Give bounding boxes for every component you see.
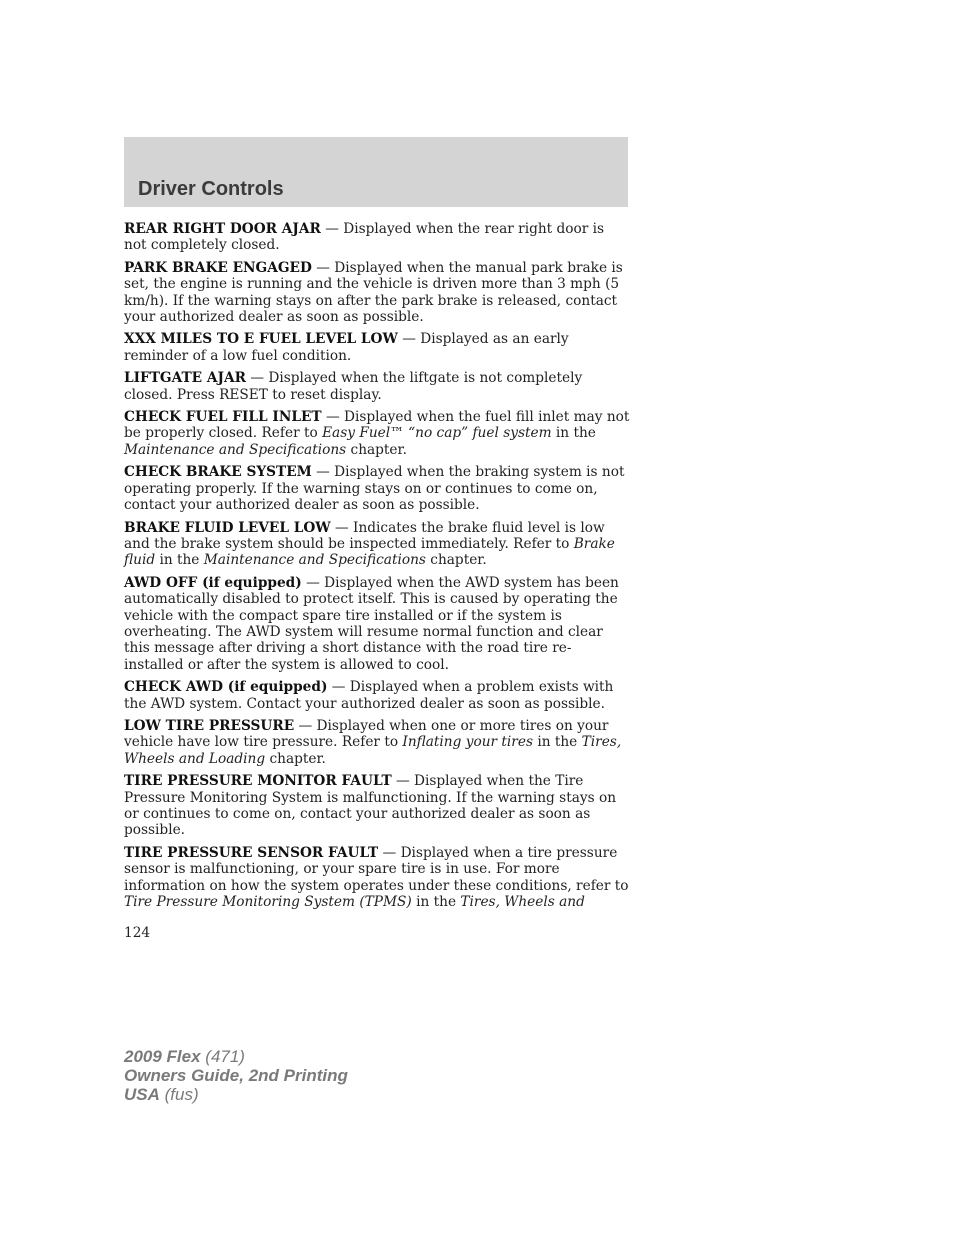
entry-term: LOW TIRE PRESSURE: [124, 717, 295, 734]
footer-market-code: (fus): [159, 1085, 199, 1104]
entry-text: chapter.: [265, 750, 326, 767]
entry-term: XXX MILES TO E FUEL LEVEL LOW: [124, 331, 398, 348]
entry-text: — Displayed when the AWD system has been automatically disabled to protect itself. This is caused by operating the vehicle with the compact spare tire installed or if the system is overheating. The AWD system will resume normal function and clear this message after driving a short distance with the road tire re-installed or after the system is allowed to cool.: [124, 574, 619, 673]
entry-text: — Displayed when a problem exists with the AWD system. Contact your authorized dealer as soon as possible.: [124, 679, 614, 712]
entry-text: — Displayed when a tire pressure sensor is malfunctioning, or your spare tire is in use. For more information on how the system operates under these conditions, refer to: [124, 844, 629, 894]
entry-text: — Displayed when the fuel fill inlet may not be properly closed. Refer to: [124, 409, 630, 442]
entry-term: REAR RIGHT DOOR AJAR: [124, 221, 321, 237]
footer-line-model: [124, 1047, 348, 1066]
entry-text: in the: [551, 425, 596, 442]
entry-text: chapter.: [425, 552, 487, 569]
entry-term: LIFTGATE AJAR: [124, 370, 246, 387]
entry-fuel-level-low: [124, 331, 630, 364]
entry-term: CHECK BRAKE SYSTEM: [124, 464, 312, 481]
entry-text: — Displayed when the braking system is not operating properly. If the warning stays on or continues to come on, contact your authorized dealer as soon as possible.: [124, 464, 625, 514]
entry-term: PARK BRAKE ENGAGED: [124, 259, 312, 276]
footer-line-edition: Owners Guide, 2nd Printing: [124, 1066, 348, 1085]
entry-reference: Tires, Wheels and: [460, 894, 585, 911]
entry-check-awd: [124, 679, 630, 712]
entry-awd-off: [124, 575, 630, 673]
entry-check-brake-system: [124, 464, 630, 513]
entry-reference: Maintenance and Specifications: [203, 552, 426, 569]
entry-term: CHECK AWD (if equipped): [124, 679, 328, 696]
message-list: [124, 221, 630, 916]
entry-reference: Tire Pressure Monitoring System (TPMS): [124, 894, 412, 911]
entry-reference: Tires, Wheels and Loading: [124, 734, 622, 767]
entry-reference: Brake fluid: [124, 535, 615, 569]
entry-liftgate-ajar: [124, 370, 630, 403]
entry-park-brake-engaged: [124, 260, 630, 326]
footer-model: 2009 Flex: [124, 1047, 201, 1066]
entry-rear-right-door-ajar: [124, 221, 630, 254]
entry-brake-fluid-level-low: [124, 520, 630, 569]
entry-text: — Displayed when the manual park brake is set, the engine is running and the vehicle is driven more than 3 mph (5 km/h). If the warning stays on after the park brake is released, contact your authorized dealer as soon as possible.: [124, 259, 623, 326]
entry-check-fuel-fill-inlet: [124, 409, 630, 458]
entry-text: — Displayed when one or more tires on your vehicle have low tire pressure. Refer to: [124, 717, 609, 751]
entry-text: in the: [411, 894, 461, 911]
entry-reference: Easy Fuel™ “no cap” fuel system: [322, 425, 552, 442]
entry-low-tire-pressure: [124, 718, 630, 767]
footer-imprint: [124, 1047, 348, 1104]
footer-market: USA: [124, 1085, 160, 1104]
entry-term: AWD OFF (if equipped): [124, 574, 302, 591]
footer-line-market: [124, 1085, 348, 1104]
entry-term: BRAKE FLUID LEVEL LOW: [124, 519, 331, 536]
entry-term: CHECK FUEL FILL INLET: [124, 409, 322, 426]
entry-text: — Displayed when the liftgate is not completely closed. Press RESET to reset display.: [124, 370, 583, 403]
entry-reference: Maintenance and Specifications: [124, 441, 347, 458]
entry-tire-pressure-sensor-fault: [124, 845, 630, 911]
entry-tire-pressure-monitor-fault: [124, 773, 630, 839]
entry-text: — Displayed as an early reminder of a low fuel condition.: [124, 331, 569, 364]
footer-model-code: (471): [200, 1047, 245, 1066]
entry-text: chapter.: [346, 441, 407, 458]
entry-text: — Displayed when the Tire Pressure Monitoring System is malfunctioning. If the warning stays on or continues to come on, contact your authorized dealer as soon as possible.: [124, 773, 617, 839]
entry-text: in the: [155, 552, 204, 569]
entry-text: — Displayed when the rear right door is not completely closed.: [124, 221, 605, 254]
entry-reference: Inflating your tires: [402, 734, 533, 751]
entry-text: in the: [532, 734, 582, 751]
page-number: 124: [124, 925, 151, 941]
section-title: Driver Controls: [138, 178, 284, 200]
entry-term: TIRE PRESSURE MONITOR FAULT: [124, 773, 392, 790]
entry-term: TIRE PRESSURE SENSOR FAULT: [124, 844, 379, 861]
entry-text: — Indicates the brake fluid level is low and the brake system should be inspected immediately. Refer to: [124, 519, 605, 552]
